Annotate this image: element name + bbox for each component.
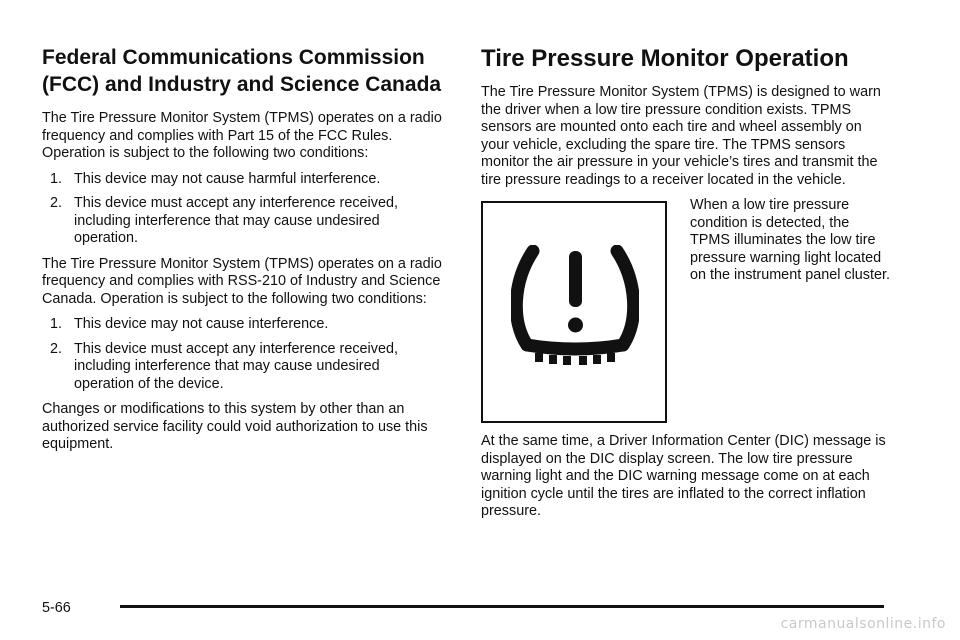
canada-paragraph: The Tire Pressure Monitor System (TPMS) operates on a radio frequency and complies with RSS-210 of Industry and Science Canada. Operation is subject to the following two conditions: [42,255,442,307]
list-item: 1. This device may not cause harmful interference. [50,170,381,187]
fcc-paragraph: The Tire Pressure Monitor System (TPMS) operates on a radio frequency and complies with Part 15 of the FCC Rules. Operation is subject to the following two conditions: [42,110,442,161]
watermark: carmanualsonline.info [780,616,946,632]
fcc-conditions-list [42,171,442,248]
tire-pressure-figure [481,201,667,423]
figure-row [481,197,891,427]
dic-paragraph: At the same time, a Driver Information Center (DIC) message is displayed on the DIC display screen. The low tire pressure warning light and the DIC warning message come on at each ignition cycle until the tires are inflated to the correct inflation pressure. [481,433,886,519]
tpms-heading: Tire Pressure Monitor Operation [481,45,849,72]
tpms-intro-paragraph: The Tire Pressure Monitor System (TPMS) is designed to warn the driver when a low tire pressure condition exists. TPMS sensors are mounted onto each tire and wheel assembly on your vehicle, excluding the spare tire. The TPMS sensors monitor the air pressure in your vehicle’s tires and transmit the tire pressure readings to a receiver located in the vehicle. [481,84,881,188]
figure-caption: When a low tire pressure condition is detected, the TPMS illuminates the low tire pressure warning light located on the instrument panel cluster. [690,197,890,283]
tire-pressure-warning-icon [511,245,639,367]
list-item: 2. This device must accept any interference received, including interference that may cause undesired operation of the device. [50,340,398,392]
canada-conditions-list [42,316,442,393]
fcc-heading: Federal Communications Commission (FCC) and Industry and Science Canada [42,46,442,96]
right-column [481,44,891,529]
page-number: 5-66 [42,600,71,616]
footer-divider [120,605,884,608]
list-item: 2. This device must accept any interference received, including interference that may cause undesired operation. [50,195,398,246]
modifications-paragraph: Changes or modifications to this system by other than an authorized service facility could void authorization to use this equipment. [42,401,428,452]
left-column [42,44,442,462]
list-item: 1. This device may not cause interference. [50,316,329,332]
